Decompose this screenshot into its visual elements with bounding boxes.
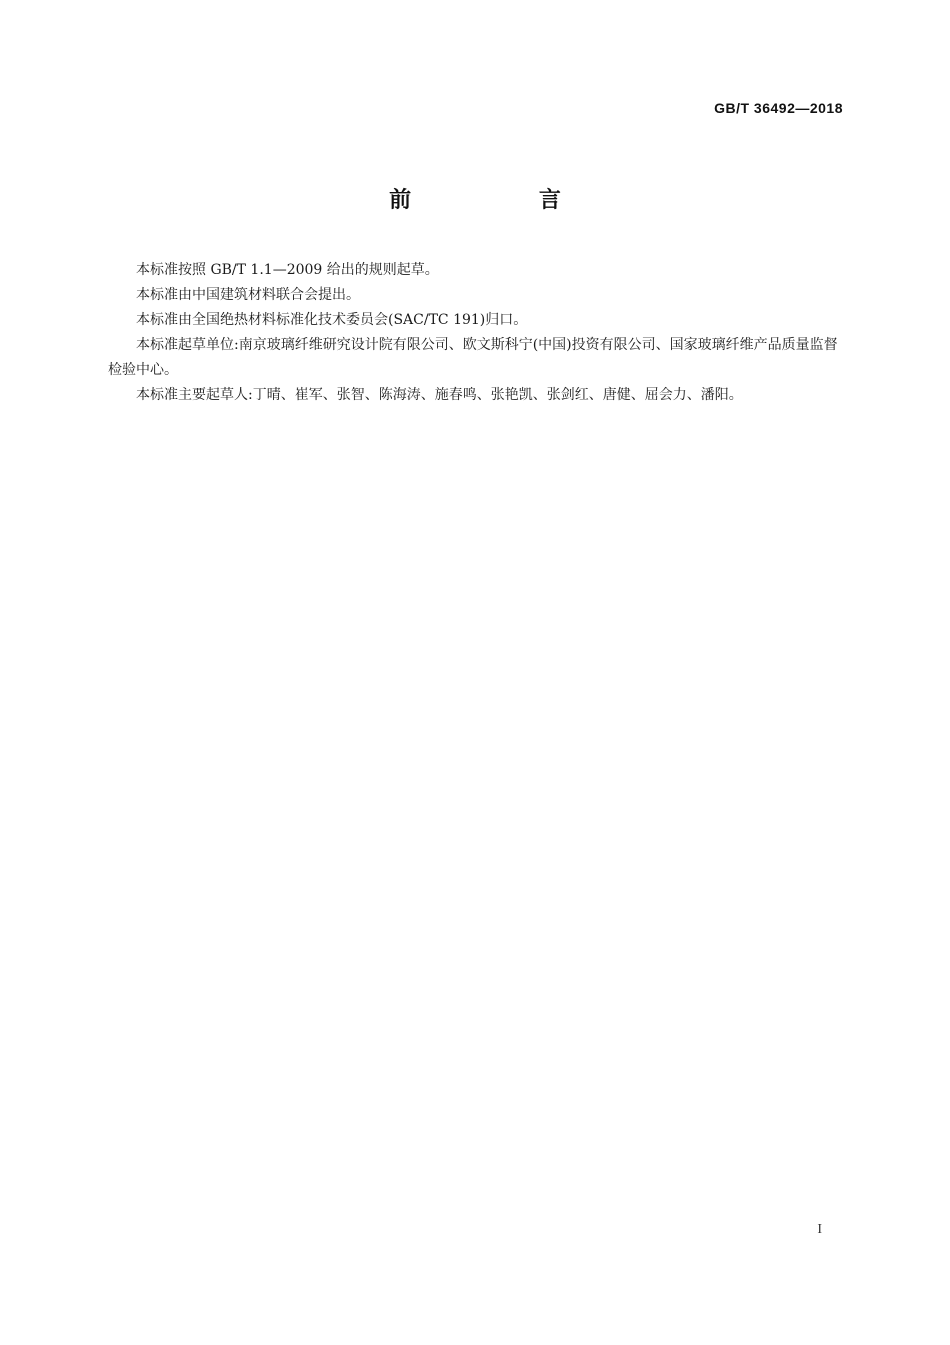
paragraph-committee: 本标准由全国绝热材料标准化技术委员会(SAC/TC 191)归口。 <box>136 312 528 328</box>
paragraph-drafting-rules: 本标准按照 GB/T 1.1—2009 给出的规则起草。 <box>136 262 439 278</box>
paragraph-proposer: 本标准由中国建筑材料联合会提出。 <box>136 287 360 303</box>
standard-code: GB/T 36492—2018 <box>714 100 843 116</box>
page-title: 前 言 <box>389 188 621 213</box>
paragraph-drafters: 本标准主要起草人:丁晴、崔军、张智、陈海涛、施春鸣、张艳凯、张剑红、唐健、屈会力、潘阳。 <box>136 387 743 403</box>
paragraph-drafting-units: 本标准起草单位:南京玻璃纤维研究设计院有限公司、欧文斯科宁(中国)投资有限公司、国家玻璃纤维产品质量监督检验中心。 <box>108 337 838 378</box>
page-number: I <box>817 1222 822 1237</box>
foreword-body <box>108 258 848 408</box>
